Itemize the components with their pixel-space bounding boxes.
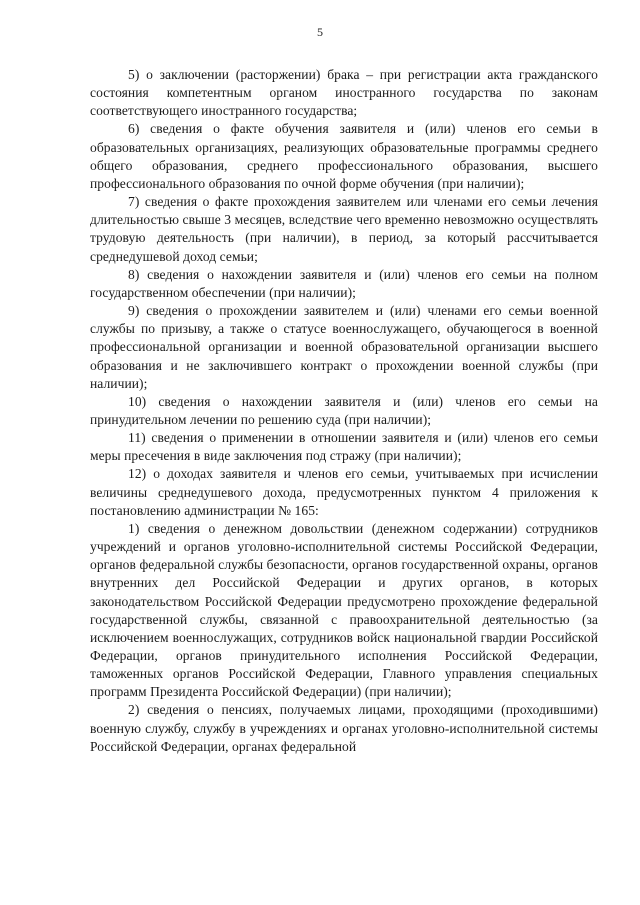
paragraph-item-9: 9) сведения о прохождении заявителем и (или) членами его семьи военной службы по призыву, а также о статусе военнослужащего, обучающегося в военной профессиональной организации и военной образовательной организации высшего образования и не заключившего контракт о прохождении военной службы (при наличии);	[90, 303, 598, 391]
paragraph-item-10: 10) сведения о нахождении заявителя и (или) членов его семьи на принудительном лечении по решению суда (при наличии);	[90, 393, 598, 427]
paragraph-item-7: 7) сведения о факте прохождения заявителем или членами его семьи лечения длительностью свыше 3 месяцев, вследствие чего временно невозможно осуществлять трудовую деятельность (при наличии), в период, за который рассчитывается среднедушевой доход семьи;	[90, 194, 598, 264]
paragraph-item-6: 6) сведения о факте обучения заявителя и (или) членов его семьи в образовательных организациях, реализующих образовательные программы среднего общего образования, среднего профессионального образования, высшего профессионального образования по очной форме обучения (при наличии);	[90, 121, 598, 191]
page-number: 5	[317, 25, 323, 39]
document-body	[90, 66, 598, 756]
subparagraph-item-1: 1) сведения о денежном довольствии (денежном содержании) сотрудников учреждений и органов уголовно-исполнительной системы Российской Федерации, органов федеральной службы безопасности, органов государственной охраны, органов внутренних дел Российской Федерации и других органов, в которых законодательством Российской Федерации предусмотрено прохождение федеральной государственной службы, связанной с правоохранительной деятельностью (за исключением военнослужащих, сотрудников войск национальной гвардии Российской Федерации, органов принудительного исполнения Российской Федерации, таможенных органов Российской Федерации, Главного управления специальных программ Президента Российской Федерации) (при наличии);	[90, 520, 598, 700]
paragraph-item-12: 12) о доходах заявителя и членов его семьи, учитываемых при исчислении величины среднедушевого дохода, предусмотренных пунктом 4 приложения к постановлению администрации № 165:	[90, 466, 598, 518]
paragraph-item-5: 5) о заключении (расторжении) брака – при регистрации акта гражданского состояния компетентным органом иностранного государства по законам соответствующего иностранного государства;	[90, 67, 598, 119]
paragraph-item-8: 8) сведения о нахождении заявителя и (или) членов его семьи на полном государственном обеспечении (при наличии);	[90, 266, 598, 300]
subparagraph-item-2: 2) сведения о пенсиях, получаемых лицами, проходящими (проходившими) военную службу, службу в учреждениях и органах уголовно-исполнительной системы Российской Федерации, органах федеральной	[90, 702, 598, 754]
paragraph-item-11: 11) сведения о применении в отношении заявителя и (или) членов его семьи меры пресечения в виде заключения под стражу (при наличии);	[90, 430, 598, 464]
